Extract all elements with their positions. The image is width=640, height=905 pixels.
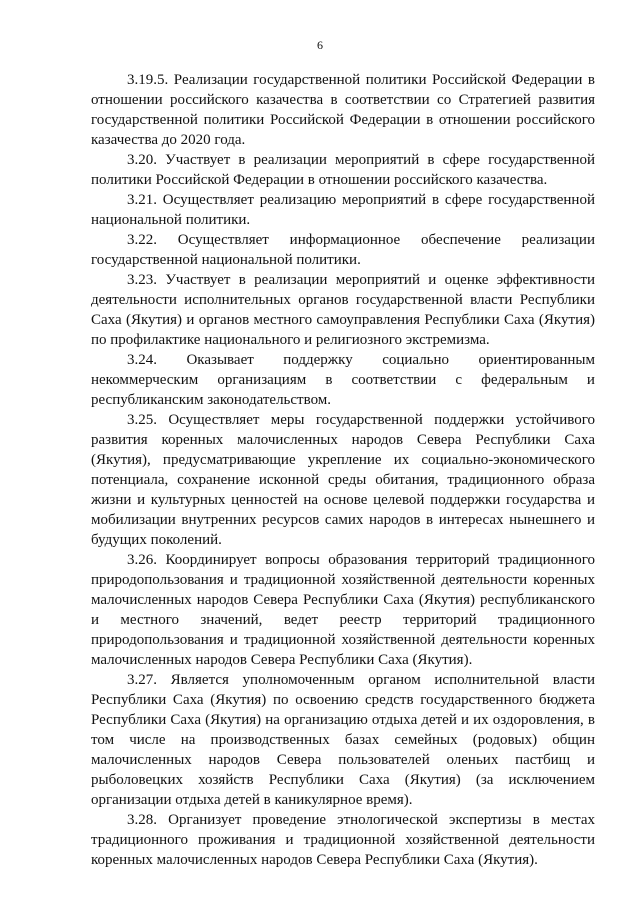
page-number: 6: [317, 38, 323, 52]
paragraph-line: [91, 230, 595, 250]
paragraph-3-23: 3.23. Участвует в реализации мероприятий и оценке эффективности деятельности исполнительных органов государственной власти Республики Саха (Якутия) и органов местного самоуправления Республики Саха (Якутия) по профилактике национального и религиозного экстремизма.: [91, 272, 595, 348]
word: обеспечение: [421, 232, 501, 248]
paragraph-line: республиканским законодательством.: [91, 392, 332, 408]
paragraph-3-27: 3.27. Является уполномоченным органом исполнительной власти Республики Саха (Якутия) по освоению средств государственного бюджета Республики Саха (Якутия) на организацию отдыха детей и их оздоровления, в том числе на производственных базах семейных (родовых) общин малочисленных народов Севера пользователей оленьих пастбищ и рыболовецких хозяйств Республики Саха (Якутия) (за исключением организации отдыха детей в каникулярное время).: [91, 672, 595, 808]
word: организациям: [217, 372, 307, 388]
paragraph-3-22: [91, 230, 595, 270]
paragraph-3-25: 3.25. Осуществляет меры государственной поддержки устойчивого развития коренных малочисленных народов Севера Республики Саха (Якутия), предусматривающие укрепление их социально-экономического потенциала, сохранение исконной среды обитания, традиционного образа жизни и культурных ценностей на основе целевой поддержки государства и мобилизации внутренних ресурсов самих народов в интересах нынешнего и будущих поколений.: [91, 412, 595, 548]
word: ориентированным: [478, 352, 595, 368]
word: 3.22.: [127, 232, 157, 248]
document-body: [91, 70, 595, 870]
word: поддержку: [283, 352, 353, 368]
paragraph-3-21: 3.21. Осуществляет реализацию мероприятий в сфере государственной национальной политики.: [91, 192, 595, 228]
word: Оказывает: [186, 352, 254, 368]
word: в: [325, 372, 333, 388]
paragraph-3-20: 3.20. Участвует в реализации мероприятий в сфере государственной политики Российской Федерации в отношении российского казачества.: [91, 152, 595, 188]
word: с: [455, 372, 463, 388]
paragraph-line: [91, 370, 595, 390]
word: некоммерческим: [91, 372, 199, 388]
paragraph-line: [91, 350, 595, 370]
paragraph-3-24: [91, 350, 595, 410]
word: информационное: [289, 232, 401, 248]
paragraph-3-28: 3.28. Организует проведение этнологической экспертизы в местах традиционного проживания и традиционной хозяйственной деятельности коренных малочисленных народов Севера Республики Саха (Якутия).: [91, 812, 595, 868]
word: и: [586, 372, 595, 388]
word: федеральным: [481, 372, 568, 388]
word: 3.24.: [127, 352, 157, 368]
paragraph-3-19-5: 3.19.5. Реализации государственной политики Российской Федерации в отношении российского казачества в соответствии со Стратегией развития государственной политики Российской Федерации в отношении российского казачества до 2020 года.: [91, 72, 595, 148]
word: реализации: [521, 232, 595, 248]
paragraph-line: государственной национальной политики.: [91, 252, 361, 268]
word: соответствии: [351, 372, 437, 388]
word: Осуществляет: [177, 232, 269, 248]
paragraph-3-26: 3.26. Координирует вопросы образования территорий традиционного природопользования и традиционной хозяйственной деятельности коренных малочисленных народов Севера Республики Саха (Якутия) республиканского и местного значений, ведет реестр территорий традиционного природопользования и традиционной хозяйственной деятельности коренных малочисленных народов Севера Республики Саха (Якутия).: [91, 552, 595, 668]
word: социально: [382, 352, 450, 368]
